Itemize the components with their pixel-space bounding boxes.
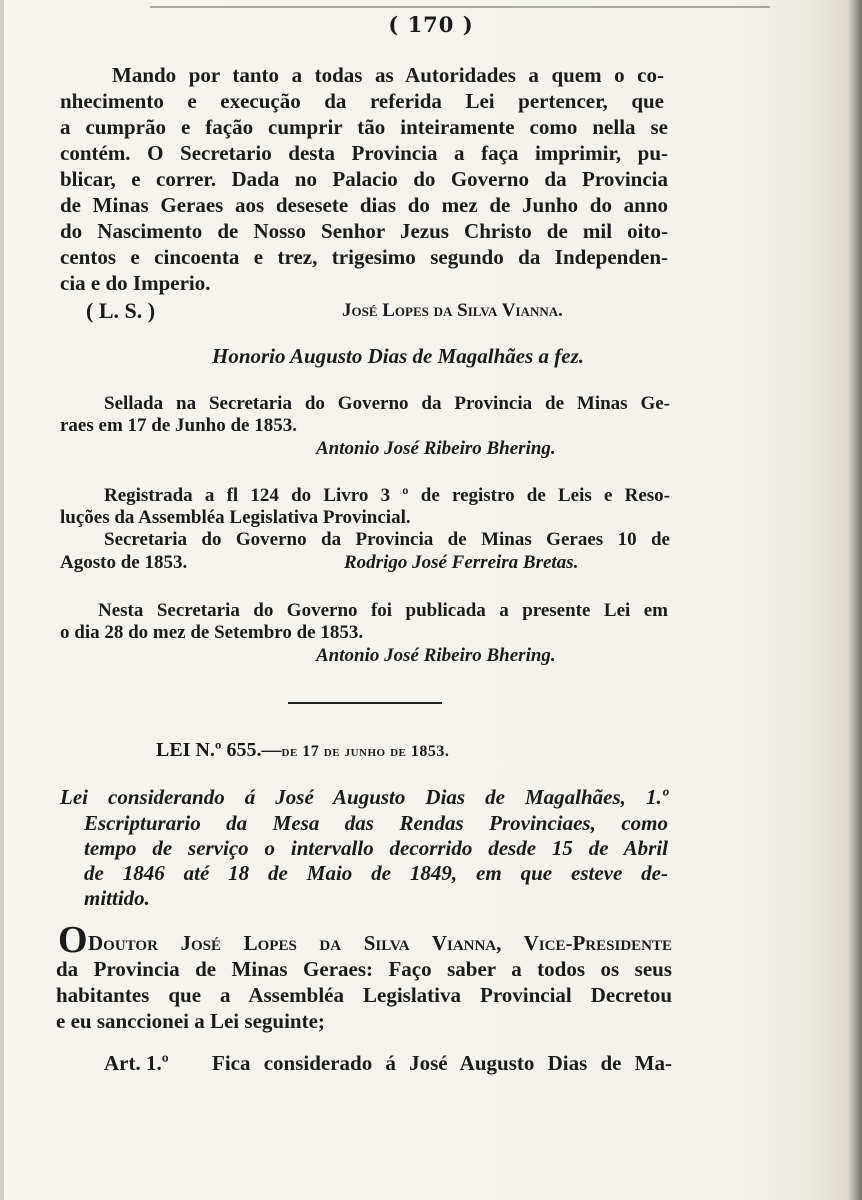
- page-left-edge: [0, 0, 4, 1200]
- decree-line: Mando por tanto a todas as Autoridades a quem o co-: [112, 63, 664, 87]
- section-divider: [288, 702, 442, 704]
- preamble-line: e eu sanccionei a Lei seguinte;: [56, 1009, 325, 1033]
- decree-line: cia e do Imperio.: [60, 271, 211, 295]
- decree-line: a cumprão e fação cumprir tão inteiramente como nella se: [60, 115, 668, 139]
- decree-line: centos e cincoenta e trez, trigesimo segundo da Independen-: [60, 245, 668, 269]
- sealed-line: raes em 17 de Junho de 1853.: [60, 415, 297, 436]
- decree-line: blicar, e correr. Dada no Palacio do Governo da Provincia: [60, 167, 668, 191]
- published-signature: Antonio José Ribeiro Bhering.: [316, 645, 556, 666]
- registered-line: Secretaria do Governo da Provincia de Minas Geraes 10 de: [104, 529, 670, 550]
- law-summary-line: Escripturario da Mesa das Rendas Provinciaes, como: [84, 811, 668, 835]
- drop-cap: O: [58, 919, 88, 961]
- clerk-note: Honorio Augusto Dias de Magalhães a fez.: [212, 344, 585, 368]
- signatory-name: José Lopes da Silva Vianna.: [342, 300, 563, 321]
- law-summary-line: de 1846 até 18 de Maio de 1849, em que esteve de-: [84, 861, 668, 885]
- law-title-number: LEI N.º 655.—: [156, 739, 282, 761]
- sealed-signature: Antonio José Ribeiro Bhering.: [316, 438, 556, 459]
- article-text: Fica considerado á José Augusto Dias de Ma-: [212, 1051, 672, 1075]
- sealed-line: Sellada na Secretaria do Governo da Provincia de Minas Ge-: [104, 393, 670, 414]
- preamble-line: da Provincia de Minas Geraes: Faço saber a todos os seus: [56, 957, 672, 981]
- law-summary-line: mittido.: [84, 886, 150, 910]
- law-summary-line: Lei considerando á José Augusto Dias de Magalhães, 1.º: [60, 785, 668, 809]
- published-line: o dia 28 do mez de Setembro de 1853.: [60, 622, 364, 643]
- article-label: Art. 1.º: [104, 1051, 169, 1075]
- seal-mark: ( L. S. ): [86, 298, 156, 323]
- page-right-shadow: [848, 0, 862, 1200]
- top-rule: [150, 6, 770, 8]
- decree-line: de Minas Geraes aos desesete dias do mez de Junho do anno: [60, 193, 668, 217]
- published-line: Nesta Secretaria do Governo foi publicada a presente Lei em: [98, 600, 668, 621]
- decree-line: nhecimento e execução da referida Lei pertencer, que: [60, 89, 664, 113]
- decree-line: contém. O Secretario desta Provincia a faça imprimir, pu-: [60, 141, 668, 165]
- law-summary-line: tempo de serviço o intervallo decorrido desde 15 de Abril: [84, 836, 668, 860]
- page-number: ( 170 ): [388, 12, 474, 37]
- decree-line: do Nascimento de Nosso Senhor Jezus Christo de mil oito-: [60, 219, 668, 243]
- registered-line: Registrada a fl 124 do Livro 3 º de registro de Leis e Reso-: [104, 485, 670, 506]
- preamble-line: Doutor José Lopes da Silva Vianna, Vice-Presidente: [88, 931, 672, 955]
- preamble-line: habitantes que a Assembléa Legislativa Provincial Decretou: [56, 983, 672, 1007]
- registered-date: Agosto de 1853.: [60, 552, 188, 573]
- registered-line: luções da Assembléa Legislativa Provincial.: [60, 507, 411, 528]
- law-title: [156, 737, 449, 765]
- law-title-date: de 17 de junho de 1853.: [281, 743, 450, 760]
- registered-signature: Rodrigo José Ferreira Bretas.: [344, 552, 579, 573]
